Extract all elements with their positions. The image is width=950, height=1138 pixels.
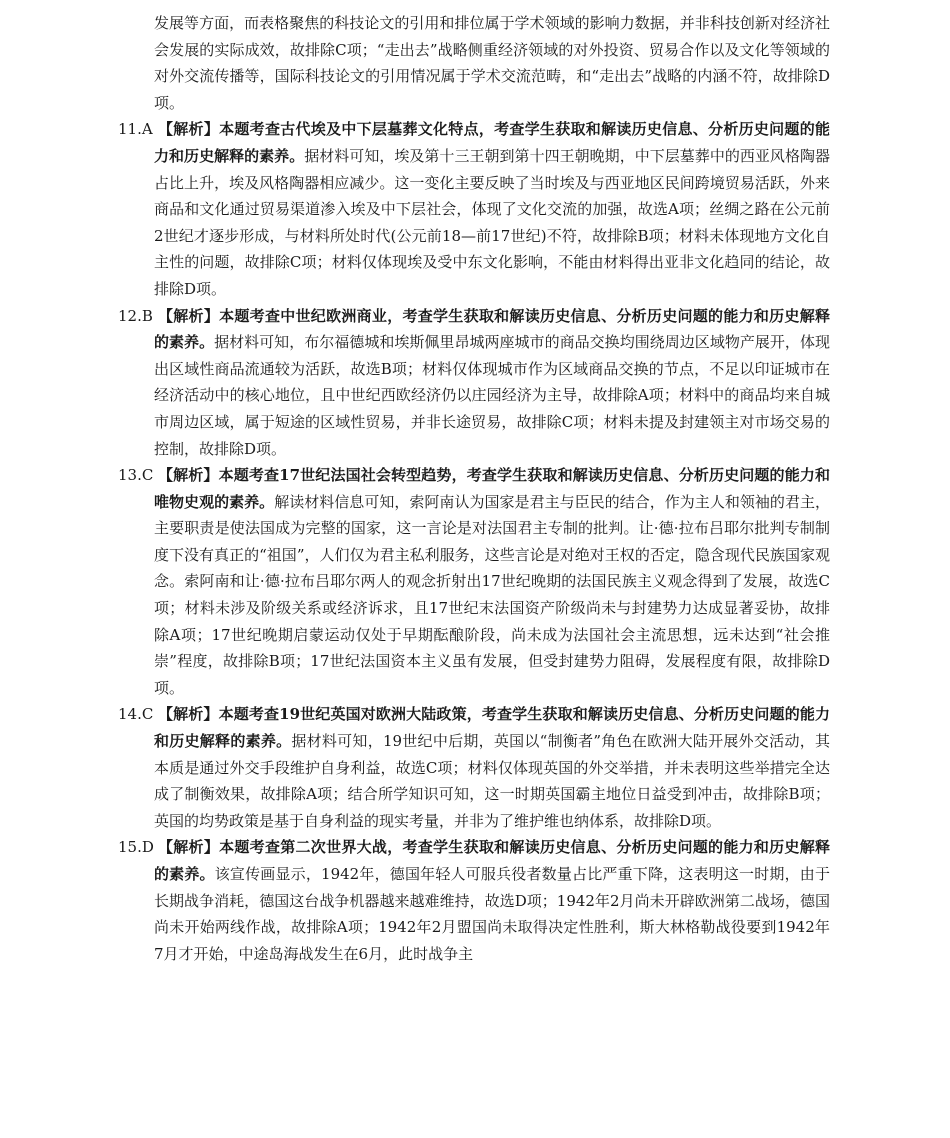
item-explanation: 解读材料信息可知，索阿南认为国家是君主与臣民的结合，作为主人和领袖的君主，主要职责是使法国成为完整的国家，这一言论是对法国君主专制的批判。让·德·拉布吕耶尔批判专制制度下没有真正的“祖国”，人们仅为君主私利服务，这些言论是对绝对王权的否定，隐含现代民族国家观念。索阿南和让·德·拉布吕耶尔两人的观念折射出17世纪晚期的法国民族主义观念得到了发展，故选C项；材料未涉及阶级关系或经济诉求，且17世纪末法国资产阶级尚未与封建势力达成显著妥协，故排除A项；17世纪晚期启蒙运动仅处于早期酝酿阶段，尚未成为法国社会主流思想，远未达到“社会推崇”程度，故排除B项；17世纪法国资本主义虽有发展，但受封建势力阻碍，发展程度有限，故排除D项。 xyxy=(154,492,830,697)
analysis-tag: 【解析】 xyxy=(158,306,220,325)
item-body xyxy=(154,701,830,834)
answer-item-12 xyxy=(118,303,830,463)
item-number: 14.C xyxy=(118,705,154,724)
item-body xyxy=(154,303,830,463)
analysis-tag: 【解析】 xyxy=(158,120,220,139)
intro-paragraph: 发展等方面，而表格聚焦的科技论文的引用和排位属于学术领域的影响力数据，并非科技创新对经济社会发展的实际成效，故排除C项；“走出去”战略侧重经济领域的对外投资、贸易合作以及文化等领域的对外交流传播等，国际科技论文的引用情况属于学术交流范畴，和“走出去”战略的内涵不符，故排除D项。 xyxy=(154,14,830,112)
answer-item-13 xyxy=(118,462,830,701)
item-number: 11.A xyxy=(118,120,153,139)
answer-explanation-page xyxy=(118,10,830,967)
item-summary: 本题考查第二次世界大战，考查学生获取和解读历史信息、分析历史问题的能力和历史解释的素养。 xyxy=(154,838,830,883)
item-body xyxy=(154,834,830,967)
answer-item-15 xyxy=(118,834,830,967)
answer-item-11 xyxy=(118,116,830,302)
answer-item-14 xyxy=(118,701,830,834)
item-summary: 本题考查17世纪法国社会转型趋势，考查学生获取和解读历史信息、分析历史问题的能力和唯物史观的素养。 xyxy=(154,466,830,511)
item-summary: 本题考查古代埃及中下层墓葬文化特点，考查学生获取和解读历史信息、分析历史问题的能力和历史解释的素养。 xyxy=(154,120,830,165)
item-explanation: 据材料可知，布尔福德城和埃斯佩里昂城两座城市的商品交换均围绕周边区域物产展开，体现出区域性商品流通较为活跃，故选B项；材料仅体现城市作为区域商品交换的节点，不足以印证城市在经济活动中的核心地位，且中世纪西欧经济仍以庄园经济为主导，故排除A项；材料中的商品均来自城市周边区域，属于短途的区域性贸易，并非长途贸易，故排除C项；材料未提及封建领主对市场交易的控制，故排除D项。 xyxy=(154,333,830,458)
item-number: 15.D xyxy=(118,838,154,857)
item-body xyxy=(154,116,830,302)
item-body xyxy=(154,462,830,701)
item-explanation: 据材料可知，埃及第十三王朝到第十四王朝晚期，中下层墓葬中的西亚风格陶器占比上升，埃及风格陶器相应减少。这一变化主要反映了当时埃及与西亚地区民间跨境贸易活跃，外来商品和文化通过贸易渠道渗入埃及中下层社会，体现了文化交流的加强，故选A项；丝绸之路在公元前2世纪才逐步形成，与材料所处时代(公元前18—前17世纪)不符，故排除B项；材料未体现地方文化自主性的问题，故排除C项；材料仅体现埃及受中东文化影响，不能由材料得出亚非文化趋同的结论，故排除D项。 xyxy=(154,146,830,298)
item-summary: 本题考查中世纪欧洲商业，考查学生获取和解读历史信息、分析历史问题的能力和历史解释的素养。 xyxy=(154,306,830,352)
item-number: 13.C xyxy=(118,466,154,485)
analysis-tag: 【解析】 xyxy=(158,838,220,857)
analysis-tag: 【解析】 xyxy=(158,705,219,724)
analysis-tag: 【解析】 xyxy=(158,466,219,485)
item-explanation: 据材料可知，19世纪中后期，英国以“制衡者”角色在欧洲大陆开展外交活动，其本质是通过外交手段维护自身利益，故选C项；材料仅体现英国的外交举措，并未表明这些举措完全达成了制衡效果，故排除A项；结合所学知识可知，这一时期英国霸主地位日益受到冲击，故排除B项；英国的均势政策是基于自身利益的现实考量，并非为了维护维也纳体系，故排除D项。 xyxy=(154,732,830,830)
item-number: 12.B xyxy=(118,306,153,325)
item-summary: 本题考查19世纪英国对欧洲大陆政策，考查学生获取和解读历史信息、分析历史问题的能力和历史解释的素养。 xyxy=(154,705,830,751)
item-explanation: 该宣传画显示，1942年，德国年轻人可服兵役者数量占比严重下降，这表明这一时期，由于长期战争消耗，德国这台战争机器越来越难维持，故选D项；1942年2月尚未开辟欧洲第二战场，德国尚未开始两线作战，故排除A项；1942年2月盟国尚未取得决定性胜利，斯大林格勒战役要到1942年7月才开始，中途岛海战发生在6月，此时战争主 xyxy=(154,865,830,963)
